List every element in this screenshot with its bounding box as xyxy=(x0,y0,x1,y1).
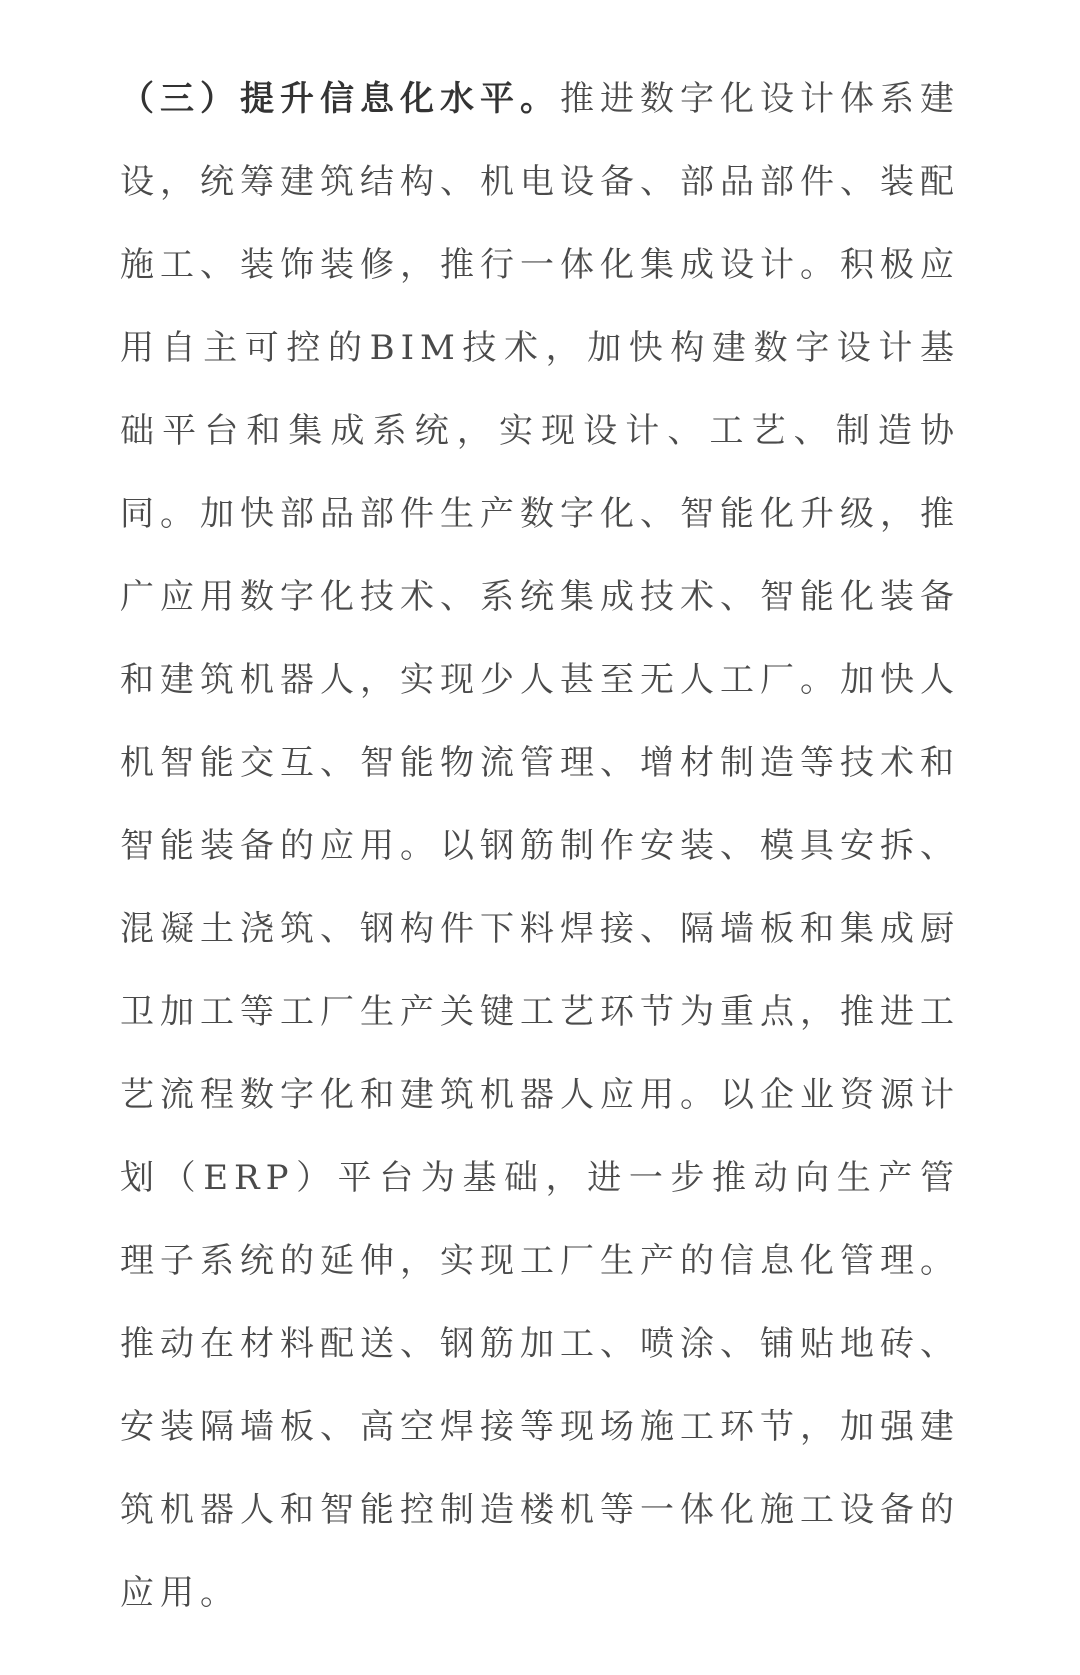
section-heading: （三）提升信息化水平。 xyxy=(120,79,560,119)
paragraph xyxy=(120,58,960,1635)
paragraph-text: 推进数字化设计体系建设，统筹建筑结构、机电设备、部品部件、装配施工、装饰装修，推行一体化集成设计。积极应用自主可控的BIM技术，加快构建数字设计基础平台和集成系统，实现设计、工艺、制造协同。加快部品部件生产数字化、智能化升级，推广应用数字化技术、系统集成技术、智能化装备和建筑机器人，实现少人甚至无人工厂。加快人机智能交互、智能物流管理、增材制造等技术和智能装备的应用。以钢筋制作安装、模具安拆、混凝土浇筑、钢构件下料焊接、隔墙板和集成厨卫加工等工厂生产关键工艺环节为重点，推进工艺流程数字化和建筑机器人应用。以企业资源计划（ERP）平台为基础，进一步推动向生产管理子系统的延伸，实现工厂生产的信息化管理。推动在材料配送、钢筋加工、喷涂、铺贴地砖、安装隔墙板、高空焊接等现场施工环节，加强建筑机器人和智能控制造楼机等一体化施工设备的应用。 xyxy=(120,79,960,1613)
article-body xyxy=(120,58,960,1635)
